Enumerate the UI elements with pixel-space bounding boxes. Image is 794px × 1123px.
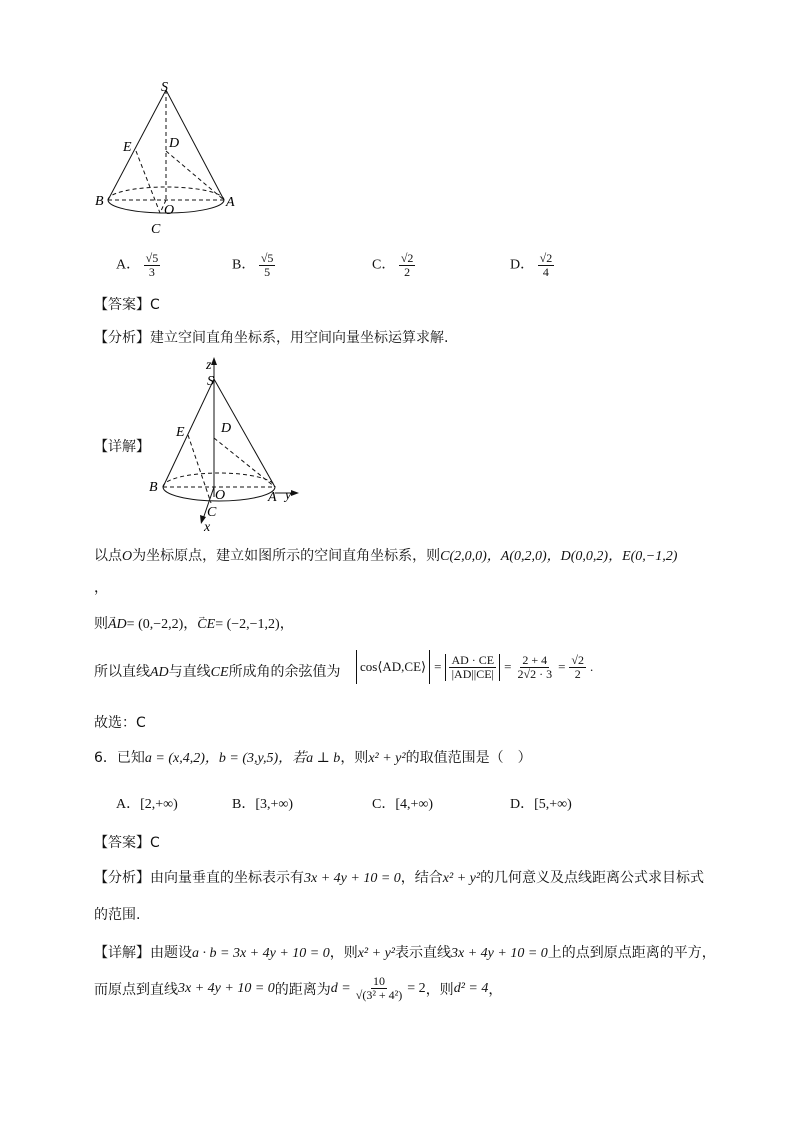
z-axis-arrow xyxy=(211,357,217,365)
q6-detail-eq: 3x + 4y + 10 = 0 xyxy=(451,946,548,961)
q6-option-a-key: A． xyxy=(116,797,141,812)
q5-option-c-den: 2 xyxy=(404,265,411,279)
q5-option-b-den: 5 xyxy=(264,265,271,279)
q6-option-d xyxy=(510,793,572,813)
q5-option-c-num: √2 xyxy=(400,251,414,265)
q5-frac3 xyxy=(569,654,586,681)
q5-detail-comma: ， xyxy=(94,580,108,596)
q6-option-c-value: [4,+∞) xyxy=(395,797,434,812)
q5-option-a-key: A． xyxy=(116,257,141,273)
q6-option-b-key: B． xyxy=(232,797,256,812)
q6-detail-ab: a · b = 3x + 4y + 10 = 0 xyxy=(192,946,330,961)
q5-line3-ad: AD xyxy=(150,665,169,680)
label-s: S xyxy=(161,80,168,95)
cone-edge-sb xyxy=(108,90,166,200)
vector-ad-value: = (0,−2,2)， xyxy=(126,617,198,632)
analysis-tag: 【分析】 xyxy=(94,330,150,346)
q5-frac2-num: 2 + 4 xyxy=(522,652,548,667)
q6-detail-1d: 上的点到原点距离的平方， xyxy=(547,945,716,961)
q5-option-b xyxy=(232,252,275,279)
q5-detail-prefix: 以点 xyxy=(94,548,122,564)
q6-detail-2e: ， xyxy=(488,981,503,998)
q6-analysis-tag: 【分析】 xyxy=(94,870,150,886)
q5-option-d xyxy=(510,252,554,279)
q6-detail-line1 xyxy=(94,943,716,964)
q6-then: ，则 xyxy=(340,750,369,766)
q6-detail-1a: 由题设 xyxy=(150,945,192,961)
q6-stem-end: 的取值范围是（ ） xyxy=(405,750,532,766)
q6-detail-frac-num: 10 xyxy=(373,974,385,988)
label2-z: z xyxy=(206,358,212,373)
q5-frac2 xyxy=(515,654,554,681)
q6-detail-tag: 【详解】 xyxy=(94,945,150,961)
label2-d: D xyxy=(221,421,232,436)
q5-option-b-num: √5 xyxy=(260,251,274,265)
q6-detail-eq2: 3x + 4y + 10 = 0 xyxy=(178,980,275,996)
q6-expr: x² + y² xyxy=(368,751,406,766)
q5-detail-tag xyxy=(94,437,150,457)
q5-option-a-num: √5 xyxy=(145,251,159,265)
q6-detail-2d: ，则 xyxy=(425,981,454,998)
segment2-da xyxy=(214,438,275,487)
q5-option-d-num: √2 xyxy=(539,251,553,265)
q6-detail-frac-den: √(3² + 4²) xyxy=(355,988,403,1002)
q5-option-a xyxy=(116,252,160,279)
y-axis-arrow xyxy=(291,490,299,496)
cone-figure-2-coordinates xyxy=(145,355,310,535)
q6-analysis-1b: ，结合 xyxy=(400,870,443,886)
q5-frac1-den: |AD||CE| xyxy=(451,666,494,681)
q5-option-b-key: B． xyxy=(232,257,256,273)
q5-option-d-key: D． xyxy=(510,257,535,273)
q6-analysis-line2: 的范围. xyxy=(94,907,141,923)
cone2-edge-sb xyxy=(163,379,214,487)
q5-cos-formula: cos⟨AD,CE⟩ = $\frac{AD \cdot CE}{|AD||CE|}$ = $\frac{2 + 4}{2√2 \cdot 3}$ = $\frac{√2}{2}$ . xyxy=(356,650,593,684)
label2-a: A xyxy=(268,490,277,505)
q6-vector-b: b = (3,y,5)，若 xyxy=(218,751,307,766)
q6-option-b xyxy=(232,793,293,813)
q6-analysis-1c: 的几何意义及点线距离公式求目标式 xyxy=(480,870,705,886)
q6-analysis-1a: 由向量垂直的坐标表示有 xyxy=(150,870,304,886)
q5-analysis-line xyxy=(94,328,448,348)
q6-number: 6．已知 xyxy=(94,750,145,766)
q6-vector-a: a = (x,4,2)， xyxy=(144,751,219,766)
q5-detail-line2 xyxy=(94,614,294,635)
q5-line3-end: 所成角的余弦值为 xyxy=(228,664,341,680)
detail-tag: 【详解】 xyxy=(94,439,150,455)
q5-detail-line3 xyxy=(94,662,341,683)
q6-detail-2a: 而原点到直线 xyxy=(94,981,178,998)
q6-option-a-value: [2,+∞) xyxy=(140,797,178,812)
label2-x: x xyxy=(204,520,211,535)
q6-option-d-key: D． xyxy=(510,797,535,812)
q6-detail-d: d = xyxy=(330,980,351,996)
q6-detail-2b: 的距离为 xyxy=(274,981,331,998)
vector-ce: → CE xyxy=(197,615,215,635)
q5-line3-mid: 与直线 xyxy=(168,664,211,680)
label2-e: E xyxy=(176,425,185,440)
label-o: O xyxy=(164,203,175,218)
q6-analysis-line1 xyxy=(94,868,704,889)
vector-ce-value: = (−2,−1,2)， xyxy=(215,617,294,632)
q5-option-c-key: C． xyxy=(372,257,396,273)
label2-y: y xyxy=(285,488,292,503)
label-a: A xyxy=(226,195,235,210)
q5-frac3-num: √2 xyxy=(571,652,585,667)
q5-answer-line xyxy=(94,295,160,315)
q5-conclusion: 故选：C xyxy=(94,715,146,731)
label-e: E xyxy=(123,140,132,155)
label2-o: O xyxy=(215,488,226,503)
q6-perp: a ⊥ b xyxy=(306,751,341,766)
q5-detail-coords: C(2,0,0)，A(0,2,0)，D(0,0,2)，E(0,−1,2) xyxy=(440,549,678,564)
segment2-ec xyxy=(188,435,211,503)
q5-frac3-den: 2 xyxy=(574,666,581,681)
base2-ellipse-back xyxy=(163,473,275,487)
q6-detail-d2: d² = 4 xyxy=(453,980,489,996)
q6-detail-line2 xyxy=(94,975,502,1002)
q6-answer-tag: 【答案】 xyxy=(94,835,150,851)
label-d: D xyxy=(169,136,180,151)
label-b: B xyxy=(95,194,104,209)
q5-option-a-den: 3 xyxy=(148,265,155,279)
q5-line3-text: 所以直线 xyxy=(94,664,150,680)
q6-option-b-value: [3,+∞) xyxy=(255,797,294,812)
q5-option-c xyxy=(372,252,415,279)
segment-da xyxy=(166,151,224,200)
q5-line3-ce: CE xyxy=(210,665,229,680)
q6-detail-2c: = 2 xyxy=(407,980,426,996)
segment-ec xyxy=(136,151,160,213)
q5-detail-o: O xyxy=(122,549,133,564)
q6-detail-frac xyxy=(354,975,405,1002)
q6-detail-1c: 表示直线 xyxy=(395,945,451,961)
q5-frac1 xyxy=(445,654,500,681)
q5-detail-line1 xyxy=(94,546,677,567)
q5-option-d-den: 4 xyxy=(542,265,549,279)
q6-option-d-value: [5,+∞) xyxy=(534,797,572,812)
q6-analysis-eq: 3x + 4y + 10 = 0 xyxy=(304,871,401,886)
label2-c: C xyxy=(207,505,217,520)
q5-cos-expr: cos⟨AD,CE⟩ xyxy=(356,650,430,684)
q5-line3-tail: . xyxy=(590,659,594,674)
vector-ad: → AD xyxy=(108,615,127,635)
q6-stem xyxy=(94,748,532,769)
cone-figure-1 xyxy=(90,78,250,240)
q6-answer-line xyxy=(94,833,160,853)
q6-option-c-key: C． xyxy=(372,797,396,812)
q5-detail-line2-prefix: 则 xyxy=(94,616,108,632)
label2-b: B xyxy=(149,480,158,495)
q6-option-a xyxy=(116,793,178,813)
label-c: C xyxy=(151,222,161,237)
q5-frac2-den: 2√2 · 3 xyxy=(517,666,553,681)
q6-answer: C xyxy=(150,835,160,851)
label2-s: S xyxy=(207,374,214,389)
q5-detail-mid: 为坐标原点，建立如图所示的空间直角坐标系，则 xyxy=(132,548,441,564)
q5-frac1-num: AD · CE xyxy=(451,652,495,667)
q6-detail-expr: x² + y² xyxy=(357,946,395,961)
answer-tag: 【答案】 xyxy=(94,297,150,313)
q6-analysis-expr: x² + y² xyxy=(442,871,481,886)
q5-answer: C xyxy=(150,297,160,313)
q6-option-c xyxy=(372,793,433,813)
q5-analysis-text: 建立空间直角坐标系，用空间向量坐标运算求解. xyxy=(150,330,449,346)
q6-detail-1b: ，则 xyxy=(329,945,358,961)
